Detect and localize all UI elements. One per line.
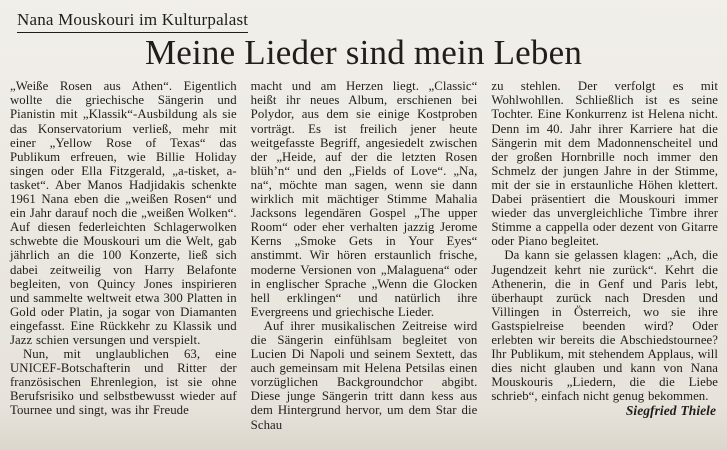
- article-paragraph: Nun, mit unglaublichen 63, eine UNICEF-Botschafterin und Ritter der französischen Ehrenlegion, ist sie ohne Berufsrisiko und selbstbewusst wieder auf Tournee und singt, was ihr Freude: [10, 347, 237, 418]
- article-paragraph: Auf ihrer musikalischen Zeitreise wird die Sängerin einfühlsam begleitet von Lucien Di Napoli und seinem Sextett, das auch gemeinsam mit Helena Petsilas einen vorzüglichen Backgroundchor abgibt. Diese junge Sängerin tritt dann kess aus dem Hintergrund hervor, um dem Star die Schau: [250, 318, 478, 432]
- article-column-1: [10, 79, 237, 431]
- article-paragraph: Da kann sie gelassen klagen: „Ach, die Jugendzeit kehrt nie zurück“. Kehrt die Athenerin, die in Genf und Paris lebt, überhaupt zurück nach Dresden und Villingen in Österreich, wo sie ihre Gastspielreise beenden wird? Oder erlebten wir bereits die Abschiedstournee? Ihr Publikum, mit stehendem Applaus, will dies nicht glauben und kann von Nana Mouskouris „Liedern, die die Liebe schrieb“, einfach nicht genug bekommen.: [491, 248, 719, 404]
- article-paragraph: „Weiße Rosen aus Athen“. Eigentlich wollte die griechische Sängerin und Pianistin mit „Klassik“-Ausbildung als sie das Konservatorium verließ, mehr mit einer „Yellow Rose of Texas“ das Publikum erfreuen, wie Billie Holiday singen oder Ella Fitzgerald, „a-tisket, a-tasket“. Aber Manos Hadjidakis schenkte 1961 Nana eben die „weißen Rosen“ und ein Jahr darauf noch die „weißen Wolken“. Auf diesen federleichten Schlagerwolken schwebte die Mouskouri um die Welt, gab jährlich an die 100 Konzerte, ließ sich dabei zeitweilig von Harry Belafonte begleiten, von Quincy Jones inspirieren und sammelte weltweit etwa 300 Platten in Gold oder Platin, ja sogar von Diamanten eingefasst. Eine Rückkehr zu Klassik und Jazz schien versungen und verspielt.: [10, 79, 237, 347]
- article-paragraph: zu stehlen. Der verfolgt es mit Wohlwohllen. Schließlich ist es seine Tochter. Eine Konkurrenz ist Helena nicht. Denn im 40. Jahr ihrer Karriere hat die Sängerin mit dem Madonnenscheitel und der großen Hornbrille noch immer den Schmelz der jungen Jahre in der Stimme, mit der sie in erstaunliche Höhen klettert. Dabei präsentiert die Mouskouri immer wieder das unvergleichliche Timbre ihrer Stimme a cappella oder dezent von Gitarre oder Piano begleitet.: [491, 79, 719, 249]
- article-paragraph: macht und am Herzen liegt. „Classic“ heißt ihr neues Album, erschienen bei Polydor, aus dem sie einige Kostproben vorträgt. Es ist freilich jener heute weitgefasste Begriff, angesiedelt zwischen der „Heide, auf der die letzten Rosen blüh’n“ und den „Fields of Love“. „Na, na“, möchte man sagen, wenn sie dann wirklich mit mächtiger Stimme Mahalia Jacksons legendären Gospel „The upper Room“ oder eher verhalten jazzig Jerome Kerns „Smoke Gets in Your Eyes“ anstimmt. Wir hören erstaunlich frische, moderne Versionen von „Malaguena“ oder in englischer Sprache „Wenn die Glocken hell erklingen“ und natürlich ihre Evergreens und griechische Lieder.: [250, 79, 478, 319]
- article-column-3: [491, 79, 718, 431]
- headline: Meine Lieder sind mein Leben: [144, 32, 583, 72]
- kicker: Nana Mouskouri im Kulturpalast: [17, 10, 248, 33]
- article-column-2: [251, 79, 478, 431]
- article-header: [0, 0, 727, 71]
- article-body: [0, 71, 727, 431]
- byline: Siegfried Thiele: [625, 403, 717, 419]
